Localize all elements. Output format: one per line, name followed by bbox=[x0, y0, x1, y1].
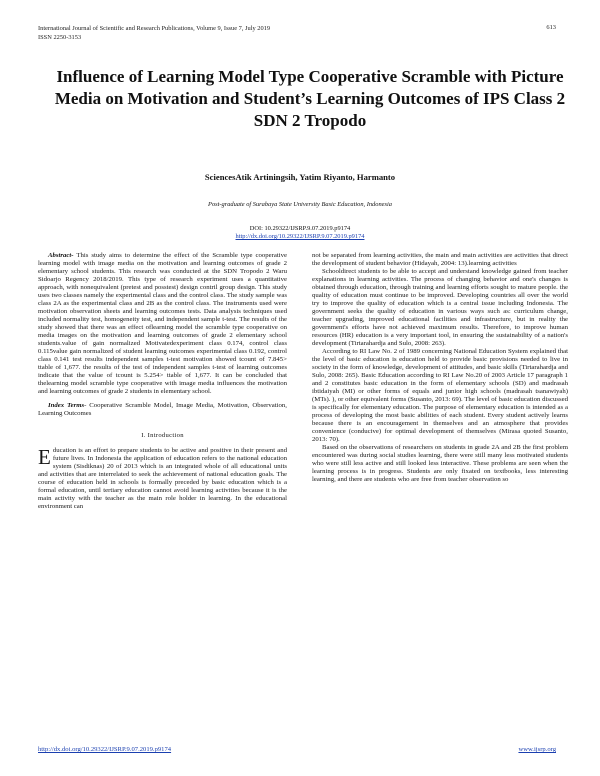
issn: ISSN 2250-3153 bbox=[38, 34, 82, 41]
footer-site bbox=[518, 746, 556, 753]
doi-link[interactable]: http://dx.doi.org/10.29322/IJSRP.9.07.2019.p9174 bbox=[235, 233, 365, 240]
right-column bbox=[312, 252, 568, 484]
left-column bbox=[38, 252, 287, 511]
introduction-text: ducation is an effort to prepare students to be active and positive in their present and future lives. In Indonesia the application of education refers to the national education system (Sisdiknas) 20 of 2013 which is an integrated whole of all educational units and activities that are interrelated to seek the achievement of national education goals. The course of education held in schools is formally preceded by basic education which is a formal education, until tertiary education cannot avoid learning activities because it is the main activity with the teacher as the main role holder in learning. In the educational environment can bbox=[38, 447, 287, 511]
authors: SciencesAtik Artiningsih, Yatim Riyanto, Harmanto bbox=[204, 172, 396, 182]
journal-line: International Journal of Scientific and Research Publications, Volume 9, Issue 7, July 2019 bbox=[38, 25, 271, 32]
body-paragraph-2: Schooldirect students to be able to accept and understand knowledge gained from teacher explanations in learning activities. The process of changing behavior and one's changes is obtained through education, through training and learning efforts sought to mature people. the quality of education must continue to be improved. Developing countries all over the world try to improve the quality of education which is a central issue including Indonesia. The government seeks the quality of education in various ways such as: curriculum change, teacher upgrading, improved educational facilities and infrastructure, but in reality the government's efforts have not achieved maximum results. Therefore, to improve human resources (HR) education is a very important tool, in ensuring the sustainability of a nation's development (Tirtarahardja and Sulo, 2008: 263). bbox=[312, 268, 568, 348]
doi-block bbox=[0, 225, 600, 241]
abstract-label: Abstract- bbox=[48, 252, 74, 259]
page-number: 613 bbox=[546, 24, 556, 31]
abstract bbox=[38, 252, 287, 396]
abstract-text: This study aims to determine the effect of the Scramble type cooperative learning model with image media on the motivation and learning outcomes of grade 2 elementary school students. This research was conducted at the SDN Tropodo 2 Waru Sidoarjo Regency 2018/2019. This type of research experiment uses a quantitative approach, with nonequivalent (pretest and posstest) design contril group design. This study uses two classes namely the experimental class and the control class. The study sample was class 2A as the experimental class and 2B as the control class. The instruments used were motivation observation sheets and learning outcomes tests. Data analysis techniques used included normality test, homogeneity test, and independent sample t-test. The results of the study showed that there was an effect oflearning model the scramble type cooperative on media images on the motivation and learning outcomes of grade 2 elementary school students.value of gain normalized Motivatedexperiment class 0.174, control class 0.115value gain normalized of student learning outcomes experimental class 0.192, control class 0.141 test results independent samples t-test motivation showed tcount of 7.845> ttable of 1,677. the results of the test of independent samples t-test of learning outcomes indicate that the value of tcount is 5.254> ttable of 1,677. It can be concluded that thelearning model scramble type cooperative with image media influences the motivation and learning outcomes of grade 2 students in elementary school. bbox=[38, 252, 287, 396]
footer-site-link[interactable]: www.ijsrp.org bbox=[518, 746, 556, 753]
body-paragraph-4: Based on the observations of researchers on students in grade 2A and 2B the first problem encountered was during social studies learning, there were still many less motivated students who were still less active and still looked less interactive. These problems are seen when the learning process is in progress. Students are only fixated on textbooks, less interesting learning, and there are students who are free from teacher observation so bbox=[312, 444, 568, 484]
paper-title: Influence of Learning Model Type Cooperative Scramble with Picture Media on Motivation and Student’s Learning Outcomes of IPS Class 2 SDN 2 Tropodo bbox=[54, 67, 566, 130]
body-paragraph-1: not be separated from learning activities, the main and main activities are activities that direct the development of student behavior (Hidayah, 2004: 13).learning activities bbox=[312, 252, 568, 268]
footer-doi bbox=[38, 746, 171, 753]
footer-doi-link[interactable]: http://dx.doi.org/10.29322/IJSRP.9.07.2019.p9174 bbox=[38, 746, 172, 753]
drop-cap: E bbox=[38, 445, 51, 470]
index-terms bbox=[38, 402, 287, 418]
introduction-paragraph bbox=[38, 447, 287, 511]
index-terms-text: - Cooperative Scramble Model, Image Media, Motivation, Observation, Learning Outcomes bbox=[38, 402, 287, 418]
section-heading-introduction: I. Introduction bbox=[141, 432, 184, 440]
body-paragraph-3: According to RI Law No. 2 of 1989 concerning National Education System explained that the level of basic education is education held to provide basic provisions needed to live in society in the form of knowledge, development of attitudes, and basic skills (Tirtarahardja and Sulo, 2008: 265). Basic Education according to RI Law No.20 of 2003 Article 17 paragraph 1 and 2 constitutes basic education in the form of elementary schools (SD) and madrasah ibtidaiyah (MI) or other forms of equals and junior high schools (madrasah tsanawiyah) (MTs). ), or other equivalent forms (Susanto, 2013: 69). The level of basic education discussed is specifically for elementary education. The purpose of elementary education is intended as a process of developing the most basic abilities of each student. Every student actively learns because there is an encouragement in themselves and an atmosphere that provides convenience (conducive) for optimal development of themselves (Mirasa quoted Susanto, 2013: 70). bbox=[312, 348, 568, 444]
running-header bbox=[38, 24, 270, 42]
index-terms-label: Index Terms bbox=[48, 402, 85, 410]
affiliation: Post-graduate of Surabaya State University Basic Education, Indonesia bbox=[208, 201, 392, 208]
doi-text: DOI: 10.29322/IJSRP.9.07.2019.p9174 bbox=[249, 225, 351, 232]
